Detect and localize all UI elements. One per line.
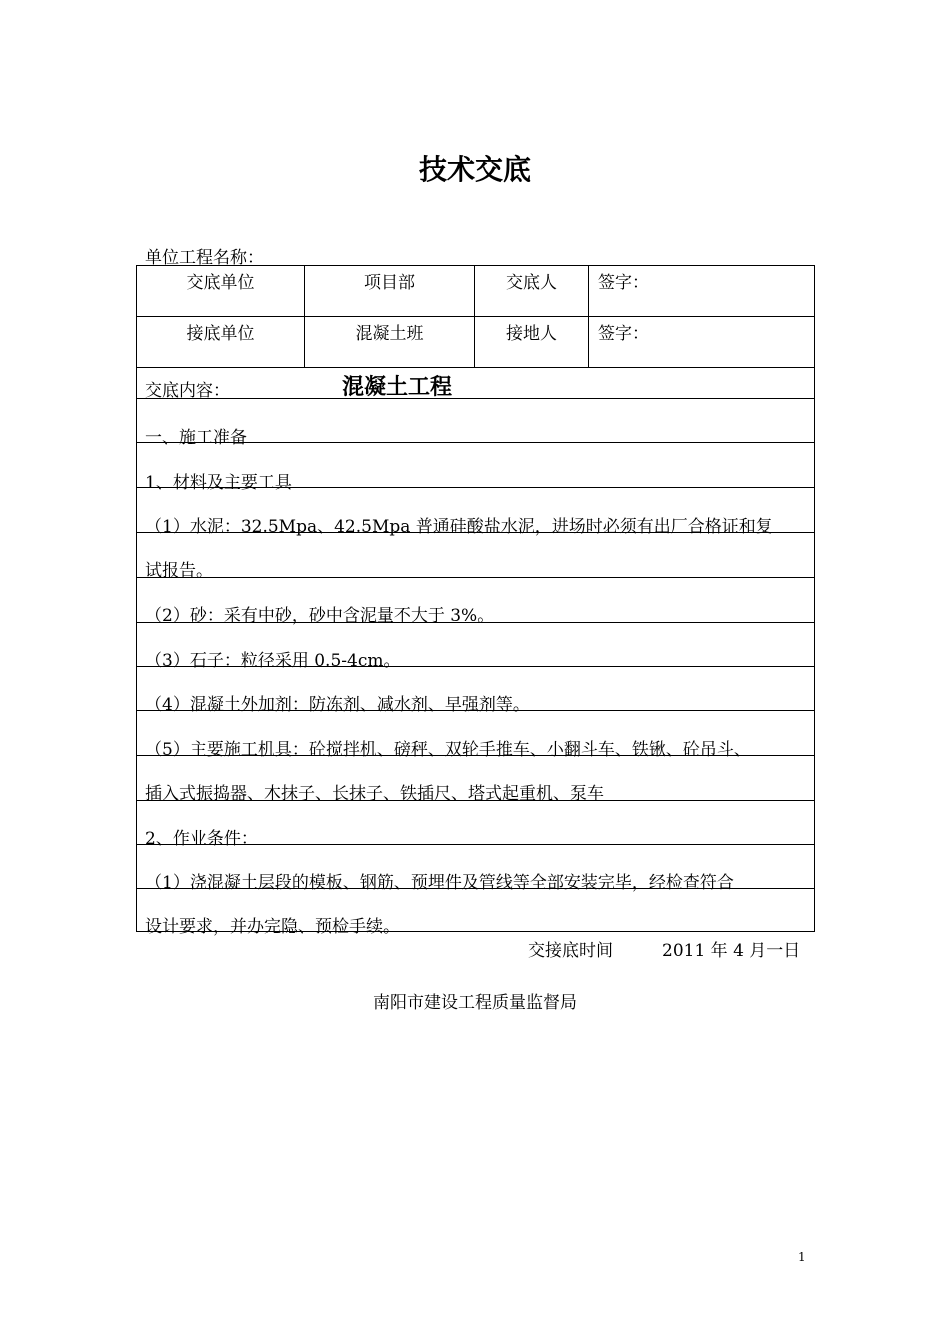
handover-person-label: 交底人 <box>506 273 557 293</box>
page-number: 1 <box>798 1250 806 1264</box>
content-line: 2、作业条件： <box>145 829 258 849</box>
content-line: 1、材料及主要工具 <box>145 473 292 493</box>
content-line: 插入式振捣器、木抹子、长抹子、铁插尺、塔式起重机、泵车 <box>145 784 604 804</box>
content-line: （1）浇混凝土层段的模板、钢筋、预埋件及管线等全部安装完毕，经检查符合 <box>145 873 734 893</box>
handover-unit-value: 项目部 <box>364 273 415 293</box>
content-line: （2）砂：采有中砂，砂中含泥量不大于 3%。 <box>145 606 495 626</box>
content-label: 交底内容： <box>145 381 230 401</box>
table-divider <box>136 367 815 368</box>
handover-unit-label: 交底单位 <box>186 273 255 293</box>
receiving-unit-label: 接底单位 <box>186 324 255 344</box>
table-divider <box>136 398 815 399</box>
content-line: （3）石子：粒径采用 0.5-4cm。 <box>145 651 401 671</box>
subject-title: 混凝土工程 <box>342 375 453 400</box>
receiving-signature-label: 签字： <box>598 324 649 344</box>
handover-date: 2011 年 4 月一日 <box>662 941 801 961</box>
receiving-unit-value: 混凝土班 <box>355 324 424 344</box>
receiving-person-label: 接地人 <box>506 324 557 344</box>
issuing-organization: 南阳市建设工程质量监督局 <box>373 993 577 1013</box>
handover-signature-label: 签字： <box>598 273 649 293</box>
unit-project-name-label: 单位工程名称： <box>145 248 264 268</box>
content-line: （4）混凝土外加剂：防冻剂、减水剂、早强剂等。 <box>145 695 530 715</box>
handover-time-label: 交接底时间 <box>528 941 613 961</box>
document-title: 技术交底 <box>418 153 531 186</box>
content-line: （5）主要施工机具：砼搅拌机、磅秤、双轮手推车、小翻斗车、铁锹、砼吊斗、 <box>145 740 751 760</box>
table-divider <box>136 577 815 578</box>
content-line: 试报告。 <box>145 561 213 581</box>
content-line: 设计要求，并办完隐、预检手续。 <box>145 917 400 937</box>
content-line: （1）水泥：32.5Mpa、42.5Mpa 普通硅酸盐水泥，进场时必须有出厂合格证和复 <box>145 517 773 537</box>
table-divider <box>136 316 815 317</box>
content-line: 一、施工准备 <box>145 428 247 448</box>
